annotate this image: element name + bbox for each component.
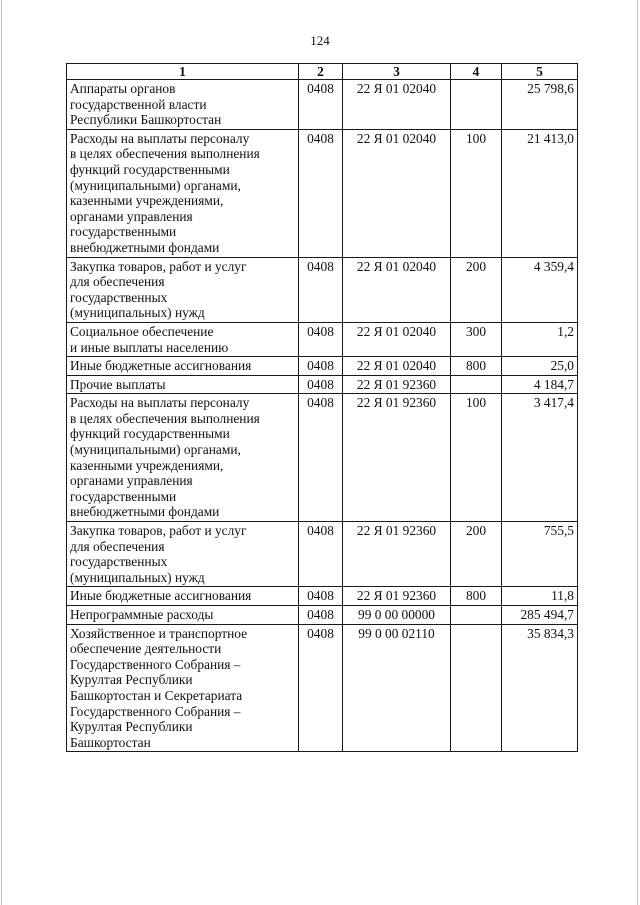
table-row (67, 624, 578, 752)
row-vr: 100 (451, 129, 502, 257)
budget-table (66, 63, 578, 752)
row-section: 0408 (299, 522, 343, 587)
row-csr: 22 Я 01 92360 (343, 394, 451, 522)
row-name-text: Непрограммные расходы (70, 607, 214, 622)
row-csr: 22 Я 01 92360 (343, 522, 451, 587)
row-sum: 1,2 (502, 322, 578, 356)
row-section: 0408 (299, 394, 343, 522)
row-name-text: Хозяйственное и транспортное обеспечение деятельности Государственного Собрания – Курултая Республики Башкортостан и Секретариата Государственного Собрания – Курултая Республики Башкортостан (70, 625, 248, 750)
row-section: 0408 (299, 375, 343, 394)
header-csr: 3 (343, 64, 451, 80)
row-name-text: Социальное обеспечение и иные выплаты населению (70, 323, 229, 355)
row-section: 0408 (299, 357, 343, 376)
table-row (67, 587, 578, 606)
header-row (67, 64, 578, 80)
row-name (67, 522, 299, 587)
row-csr: 22 Я 01 02040 (343, 357, 451, 376)
row-sum: 11,8 (502, 587, 578, 606)
page-edge-left (1, 0, 2, 905)
row-section: 0408 (299, 322, 343, 356)
row-vr (451, 624, 502, 752)
table-row (67, 606, 578, 625)
row-sum: 3 417,4 (502, 394, 578, 522)
row-name-text: Расходы на выплаты персоналу в целях обеспечения выполнения функций государственными (муниципальными) органами, казенными учреждениями, органами управления государственными внебюджетными фондами (70, 395, 260, 520)
row-name (67, 375, 299, 394)
header-section: 2 (299, 64, 343, 80)
row-vr: 200 (451, 257, 502, 322)
row-sum: 25 798,6 (502, 80, 578, 130)
row-vr (451, 375, 502, 394)
table-row (67, 80, 578, 130)
table-row (67, 357, 578, 376)
table-row (67, 257, 578, 322)
row-name (67, 606, 299, 625)
row-csr: 22 Я 01 92360 (343, 375, 451, 394)
row-name-text: Иные бюджетные ассигнования (70, 358, 252, 374)
row-sum: 21 413,0 (502, 129, 578, 257)
row-section: 0408 (299, 624, 343, 752)
row-csr: 22 Я 01 02040 (343, 80, 451, 130)
row-vr: 100 (451, 394, 502, 522)
row-section: 0408 (299, 587, 343, 606)
row-vr (451, 606, 502, 625)
page-number: 124 (310, 33, 330, 48)
header-name: 1 (67, 64, 299, 80)
row-vr: 200 (451, 522, 502, 587)
row-sum: 25,0 (502, 357, 578, 376)
table-row (67, 394, 578, 522)
row-name (67, 394, 299, 522)
row-name (67, 587, 299, 606)
row-name-text: Прочие выплаты (70, 376, 166, 392)
table-row (67, 375, 578, 394)
row-csr: 99 0 00 02110 (343, 624, 451, 752)
row-name (67, 357, 299, 376)
row-csr: 22 Я 01 92360 (343, 587, 451, 606)
row-section: 0408 (299, 129, 343, 257)
row-name-text: Закупка товаров, работ и услуг для обеспечения государственных (муниципальных) нужд (70, 523, 247, 585)
row-sum: 285 494,7 (502, 606, 578, 625)
row-name (67, 624, 299, 752)
row-vr: 300 (451, 322, 502, 356)
row-sum: 4 184,7 (502, 375, 578, 394)
row-name-text: Иные бюджетные ассигнования (70, 588, 252, 604)
table-row (67, 522, 578, 587)
table-row (67, 129, 578, 257)
row-name (67, 322, 299, 356)
header-vr: 4 (451, 64, 502, 80)
row-section: 0408 (299, 257, 343, 322)
row-name (67, 129, 299, 257)
header-sum: 5 (502, 64, 578, 80)
row-vr (451, 80, 502, 130)
row-vr: 800 (451, 587, 502, 606)
row-name (67, 80, 299, 130)
row-sum: 755,5 (502, 522, 578, 587)
row-sum: 35 834,3 (502, 624, 578, 752)
table-row (67, 322, 578, 356)
row-section: 0408 (299, 80, 343, 130)
row-csr: 22 Я 01 02040 (343, 322, 451, 356)
row-csr: 22 Я 01 02040 (343, 257, 451, 322)
row-csr: 99 0 00 00000 (343, 606, 451, 625)
row-name-text: Аппараты органов государственной власти Республики Башкортостан (70, 81, 222, 128)
row-name (67, 257, 299, 322)
page-edge-right (637, 0, 638, 905)
row-csr: 22 Я 01 02040 (343, 129, 451, 257)
row-section: 0408 (299, 606, 343, 625)
row-vr: 800 (451, 357, 502, 376)
row-name-text: Расходы на выплаты персоналу в целях обеспечения выполнения функций государственными (муниципальными) органами, казенными учреждениями, органами управления государственными внебюджетными фондами (70, 130, 260, 255)
row-sum: 4 359,4 (502, 257, 578, 322)
row-name-text: Закупка товаров, работ и услуг для обеспечения государственных (муниципальных) нужд (70, 258, 247, 321)
